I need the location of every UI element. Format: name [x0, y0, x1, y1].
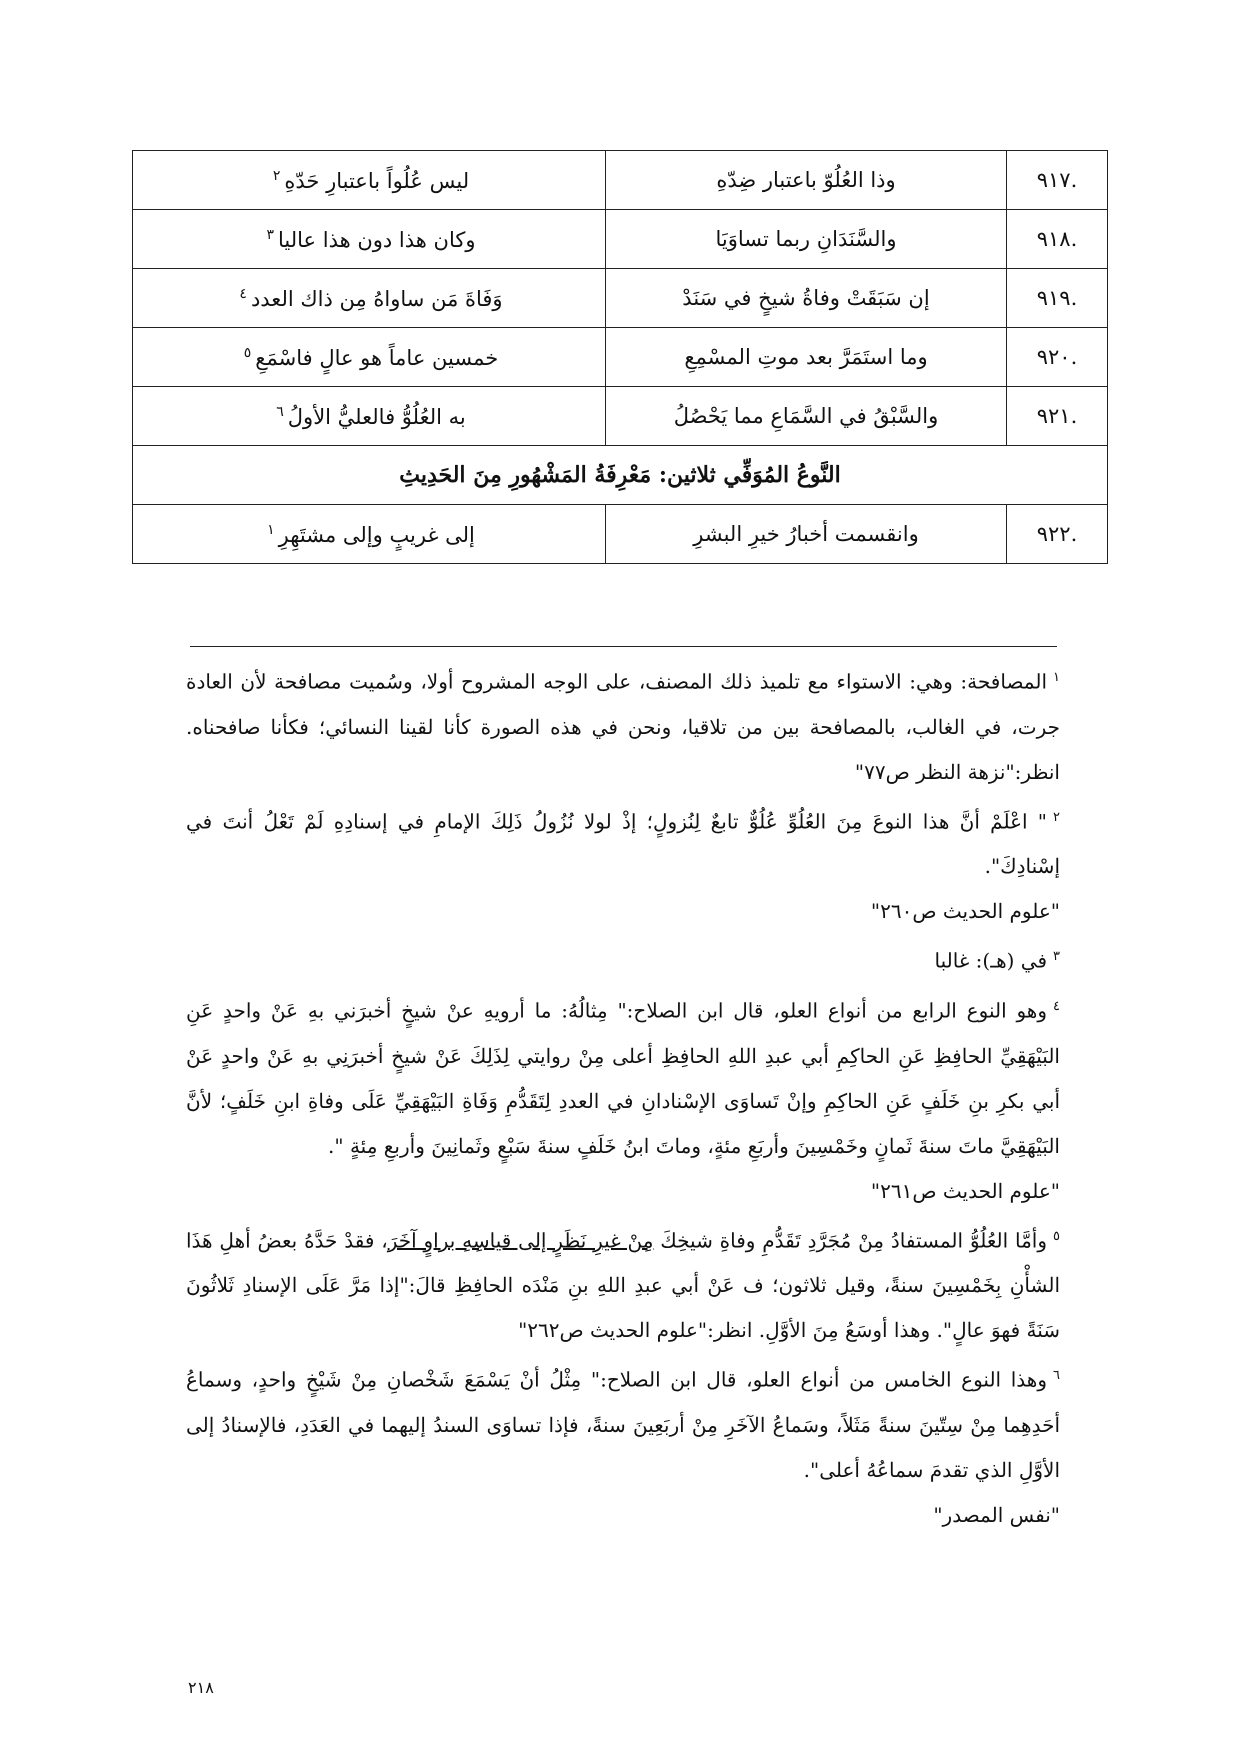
page-number: ٢١٨ [188, 1678, 214, 1697]
footnote-text-continued: ، فقدْ حَدَّهُ بعضُ أهلِ هَذَا الشأْنِ بِخَمْسِينَ سنةً، وقيل ثلاثون؛ ف عَنْ أبي عبدِ اللهِ بنِ مَنْدَه الحافِظِ قالَ:"إذا مَرَّ عَلَى الإسنادِ ثَلاثُونَ سَنَةً فهوَ عالٍ". وهذا أوسَعُ مِنَ الأوَّلِ. انظر:"علوم الحديث ص٢٦٢" [186, 1228, 1060, 1343]
verse-number: .٩٢٢ [1007, 505, 1108, 564]
footnote-text: وهذا النوع الخامس من أنواع العلو، قال ابن الصلاح:" مِثْلُ أنْ يَسْمَعَ شَخْصانِ مِنْ شَيْخٍ واحدٍ، وسماعُ أحَدِهِما مِنْ سِتّينَ سنةً مَثَلاً، وسَماعُ الآخَرِ مِنْ أربَعِينَ سنةً، فإذا تساوَى السندُ إليهما في العَدَدِ، فالإسنادُ إلى الأوَّلِ الذي تقدمَ سماعُهُ أعلى". [186, 1367, 1060, 1482]
verse-table [132, 150, 1108, 564]
first-hemistich: إن سَبَقَتْ وفاةُ شيخٍ في سَنَدْ [606, 269, 1007, 328]
footnote-divider [190, 646, 1057, 647]
footnote-marker: ٥ [243, 344, 252, 361]
footnote-marker: ١ [267, 521, 275, 538]
footnote-number: ٤ [1053, 998, 1060, 1014]
footnote-number: ٦ [1053, 1368, 1060, 1384]
verse-number: .٩١٨ [1007, 210, 1108, 269]
verse-row [133, 387, 1108, 446]
second-hemistich-text: به العُلُوُّ فالعليُّ الأولُ [287, 404, 466, 429]
footnote-source: "علوم الحديث ص٢٦٠" [870, 899, 1060, 924]
second-hemistich-text: ليس عُلُواً باعتبارِ حَدّهِ [284, 168, 470, 193]
footnote-marker: ٣ [266, 226, 274, 243]
footnote-number: ٣ [1053, 949, 1060, 965]
footnote-text: في (هـ): غالبا [934, 948, 1048, 973]
verse-number: .٩٢٠ [1007, 328, 1108, 387]
verse-row [133, 151, 1108, 210]
first-hemistich: وما استَمَرَّ بعد موتِ المسْمِعِ [606, 328, 1007, 387]
footnote [186, 984, 1060, 1214]
first-hemistich: وذا العُلُوّ باعتبار ضِدّهِ [606, 151, 1007, 210]
footnote-text: المصافحة: وهي: الاستواء مع تلميذ ذلك المصنف، على الوجه المشروح أولا، وسُميت مصافحة لأن العادة جرت، في الغالب، بالمصافحة بين من تلاقيا، ونحن في هذه الصورة كأنا لقينا النسائي؛ فكأنا صافحناه. انظر:"نزهة النظر ص٧٧" [186, 669, 1060, 784]
second-hemistich [133, 269, 606, 328]
second-hemistich [133, 151, 606, 210]
footnotes [186, 655, 1060, 1538]
verse-number: .٩١٧ [1007, 151, 1108, 210]
footnote [186, 655, 1060, 795]
first-hemistich: وانقسمت أخبارُ خيرِ البشرِ [606, 505, 1007, 564]
verse-row [133, 328, 1108, 387]
footnote [186, 1353, 1060, 1538]
second-hemistich [133, 210, 606, 269]
section-heading: النَّوعُ المُوَفِّي ثلاثين: مَعْرِفَةُ المَشْهُورِ مِنَ الحَدِيثِ [133, 446, 1108, 505]
footnote-marker: ٦ [276, 403, 284, 420]
second-hemistich [133, 387, 606, 446]
verse-row [133, 505, 1108, 564]
second-hemistich [133, 505, 606, 564]
verse-row [133, 269, 1108, 328]
second-hemistich-text: وَفَاةَ مَن ساواهُ مِن ذاك العدد [250, 286, 503, 311]
first-hemistich: والسَّبْقُ في السَّمَاعِ مما يَحْصُلُ [606, 387, 1007, 446]
second-hemistich-text: إلى غريبٍ وإلى مشتَهِرِ [278, 522, 475, 547]
verse-number: .٩١٩ [1007, 269, 1108, 328]
footnote-text: " اعْلَمْ أنَّ هذا النوعَ مِنَ العُلُوِّ عُلُوٌّ تابعٌ لِنُزولٍ؛ إذْ لولا نُزُولُ ذَلِكَ الإمامِ في إسنادِهِ لَمْ تَعْلُ أنتَ في إسْنادِكَ". [186, 809, 1060, 879]
footnote-number: ٢ [1053, 809, 1060, 825]
verse-number: .٩٢١ [1007, 387, 1108, 446]
first-hemistich: والسَّنَدَانِ ربما تساوَيَا [606, 210, 1007, 269]
second-hemistich-text: خمسين عاماً هو عالٍ فاسْمَعِ [255, 345, 499, 370]
section-heading-row [133, 446, 1108, 505]
second-hemistich [133, 328, 606, 387]
footnote [186, 795, 1060, 935]
footnote-text: وأمَّا العُلُوُّ المستفادُ مِنْ مُجَرَّدِ تَقَدُّمِ وفاةِ شيخِكَ [653, 1228, 1047, 1253]
second-hemistich-text: وكان هذا دون هذا عاليا [278, 227, 476, 252]
footnote-source: "علوم الحديث ص٢٦١" [870, 1178, 1060, 1203]
footnote-number: ١ [1053, 670, 1060, 685]
footnote-marker: ٢ [272, 167, 281, 184]
verse-row [133, 210, 1108, 269]
footnote-underlined-text: مِنْ غيرِ نَظَرٍ إلى قياسِهِ براوٍ آخَرَ [387, 1228, 654, 1253]
footnote [186, 934, 1060, 984]
footnote-number: ٥ [1053, 1228, 1060, 1244]
footnote [186, 1214, 1060, 1354]
footnote-marker: ٤ [239, 285, 247, 302]
footnote-source: "نفس المصدر" [933, 1502, 1060, 1527]
footnote-text: وهو النوع الرابع من أنواع العلو، قال ابن الصلاح:" مِثالُهُ: ما أرويهِ عنْ شيخٍ أخبرَني بهِ عَنْ واحدٍ عَنِ البَيْهَقِيِّ الحافِظِ عَنِ الحاكِمِ أبي عبدِ اللهِ الحافِظِ أعلى مِنْ روايتي لِذَلِكَ عَنْ شيخٍ أخبرَنِي بهِ عَنْ واحدٍ عَنْ أبي بكرِ بنِ خَلَفٍ عَنِ الحاكِمِ وإنْ تَساوَى الإسْنادانِ في العددِ لِتَقَدُّمِ وَفَاةِ البَيْهَقِيِّ عَلَى وفاةِ ابنِ خَلَفٍ؛ لأنَّ البَيْهَقِيَّ ماتَ سنةَ ثَمانٍ وخَمْسِينَ وأربَعِ مئةٍ، وماتَ ابنُ خَلَفٍ سنةَ سَبْعٍ وثَمانِينَ وأربعِ مِئةٍ ". [186, 998, 1060, 1158]
